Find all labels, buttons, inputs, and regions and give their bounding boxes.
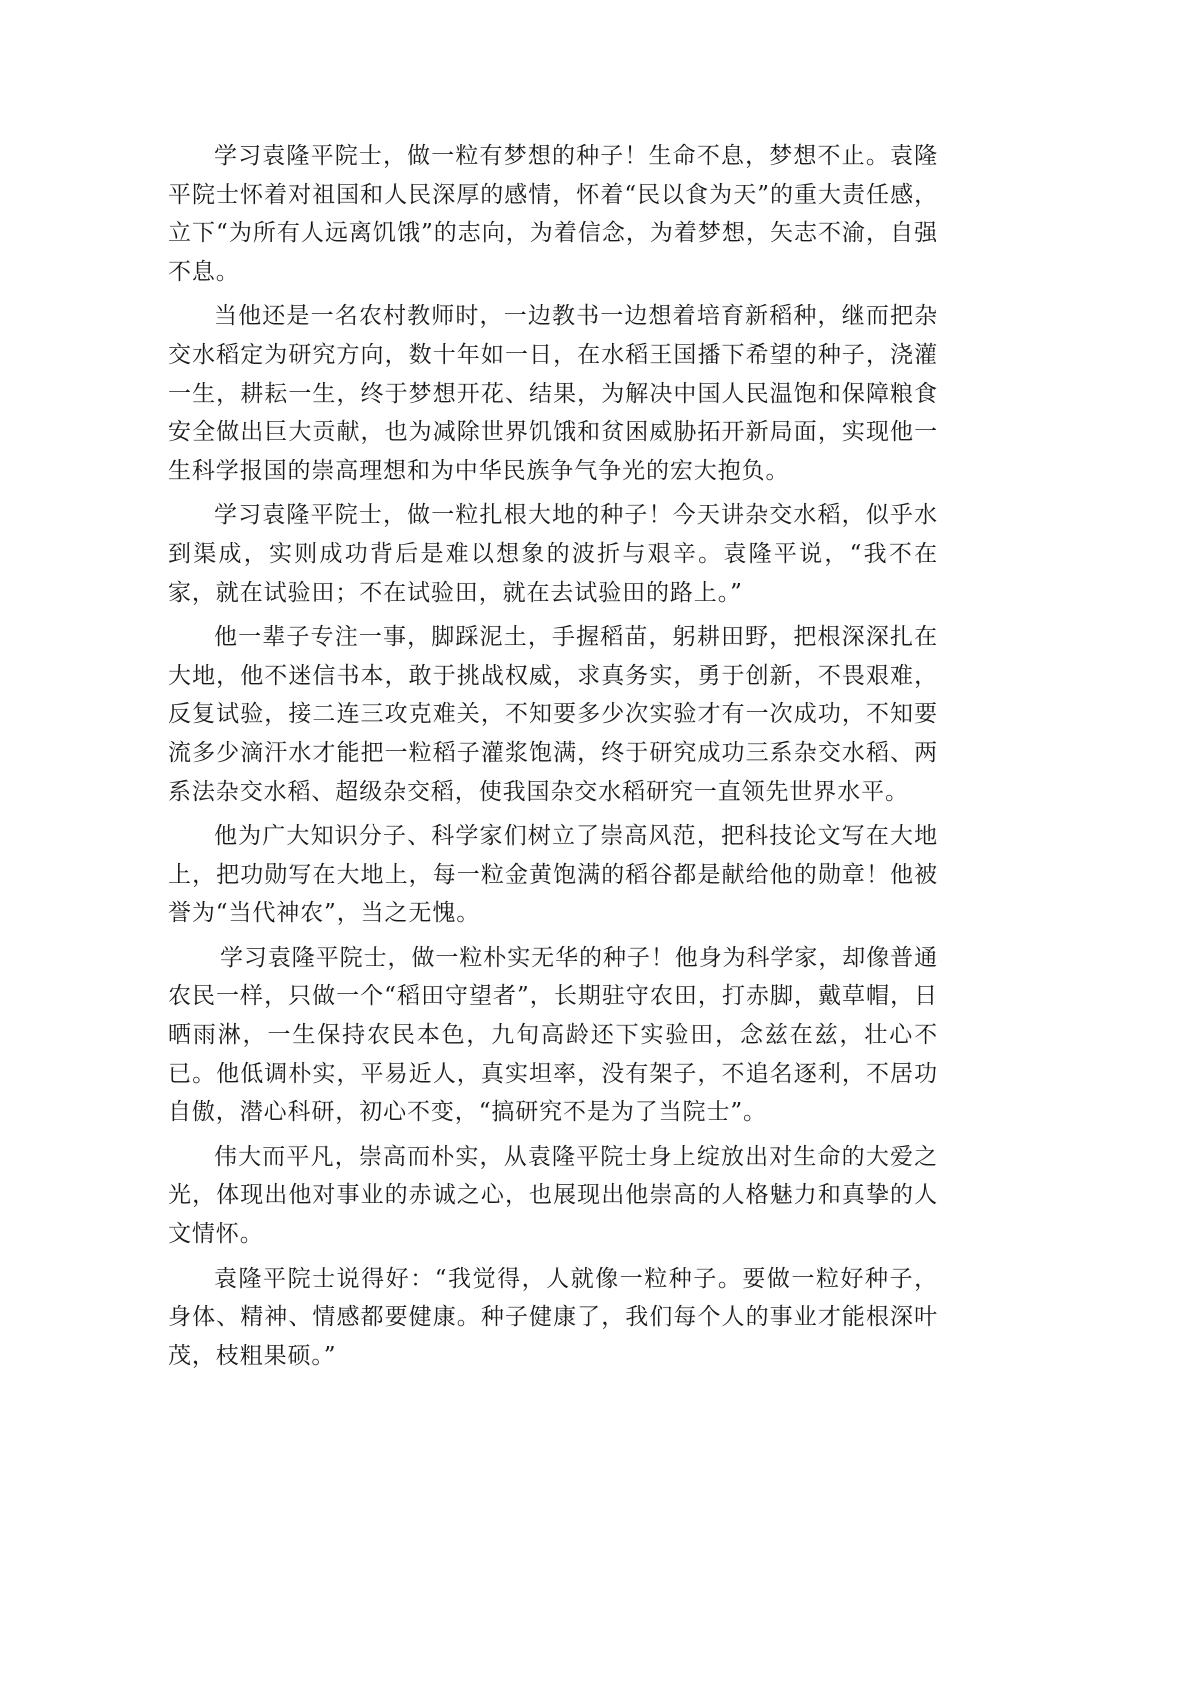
document-page [168,137,938,1381]
paragraph-4: 他一辈子专注一事，脚踩泥土，手握稻苗，躬耕田野，把根深深扎在大地，他不迷信书本，敢于挑战权威，求真务实，勇于创新，不畏艰难，反复试验，接二连三攻克难关，不知要多少次实验才有一次成功，不知要流多少滴汗水才能把一粒稻子灌浆饱满，终于研究成功三系杂交水稻、两系法杂交水稻、超级杂交稻，使我国杂交水稻研究一直领先世界水平。 [168,624,938,805]
paragraph-5: 他为广大知识分子、科学家们树立了崇高风范，把科技论文写在大地上，把功勋写在大地上，每一粒金黄饱满的稻谷都是献给他的勋章！他被誉为“当代神农”，当之无愧。 [168,823,938,927]
paragraph-3: 学习袁隆平院士，做一粒扎根大地的种子！今天讲杂交水稻，似乎水到渠成，实则成功背后是难以想象的波折与艰辛。袁隆平说，“我不在家，就在试验田；不在试验田，就在去试验田的路上。” [168,502,938,606]
paragraph-2: 当他还是一名农村教师时，一边教书一边想着培育新稻种，继而把杂交水稻定为研究方向，数十年如一日，在水稻王国播下希望的种子，浇灌一生，耕耘一生，终于梦想开花、结果，为解决中国人民温饱和保障粮食安全做出巨大贡献，也为减除世界饥饿和贫困威胁拓开新局面，实现他一生科学报国的崇高理想和为中华民族争气争光的宏大抱负。 [168,303,938,484]
paragraph-1: 学习袁隆平院士，做一粒有梦想的种子！生命不息，梦想不止。袁隆平院士怀着对祖国和人民深厚的感情，怀着“民以食为天”的重大责任感，立下“为所有人远离饥饿”的志向，为着信念，为着梦想，矢志不渝，自强不息。 [168,143,938,285]
paragraph-8: 袁隆平院士说得好：“我觉得，人就像一粒种子。要做一粒好种子，身体、精神、情感都要健康。种子健康了，我们每个人的事业才能根深叶茂，枝粗果硕。” [168,1265,938,1369]
paragraph-7: 伟大而平凡，崇高而朴实，从袁隆平院士身上绽放出对生命的大爱之光，体现出他对事业的赤诚之心，也展现出他崇高的人格魅力和真挚的人文情怀。 [168,1143,938,1248]
paragraph-6: 学习袁隆平院士，做一粒朴实无华的种子！他身为科学家，却像普通农民一样，只做一个“稻田守望者”，长期驻守农田，打赤脚，戴草帽，日晒雨淋，一生保持农民本色，九旬高龄还下实验田，念兹在兹，壮心不已。他低调朴实，平易近人，真实坦率，没有架子，不追名逐利，不居功自傲，潜心科研，初心不变，“搞研究不是为了当院士”。 [168,944,938,1126]
